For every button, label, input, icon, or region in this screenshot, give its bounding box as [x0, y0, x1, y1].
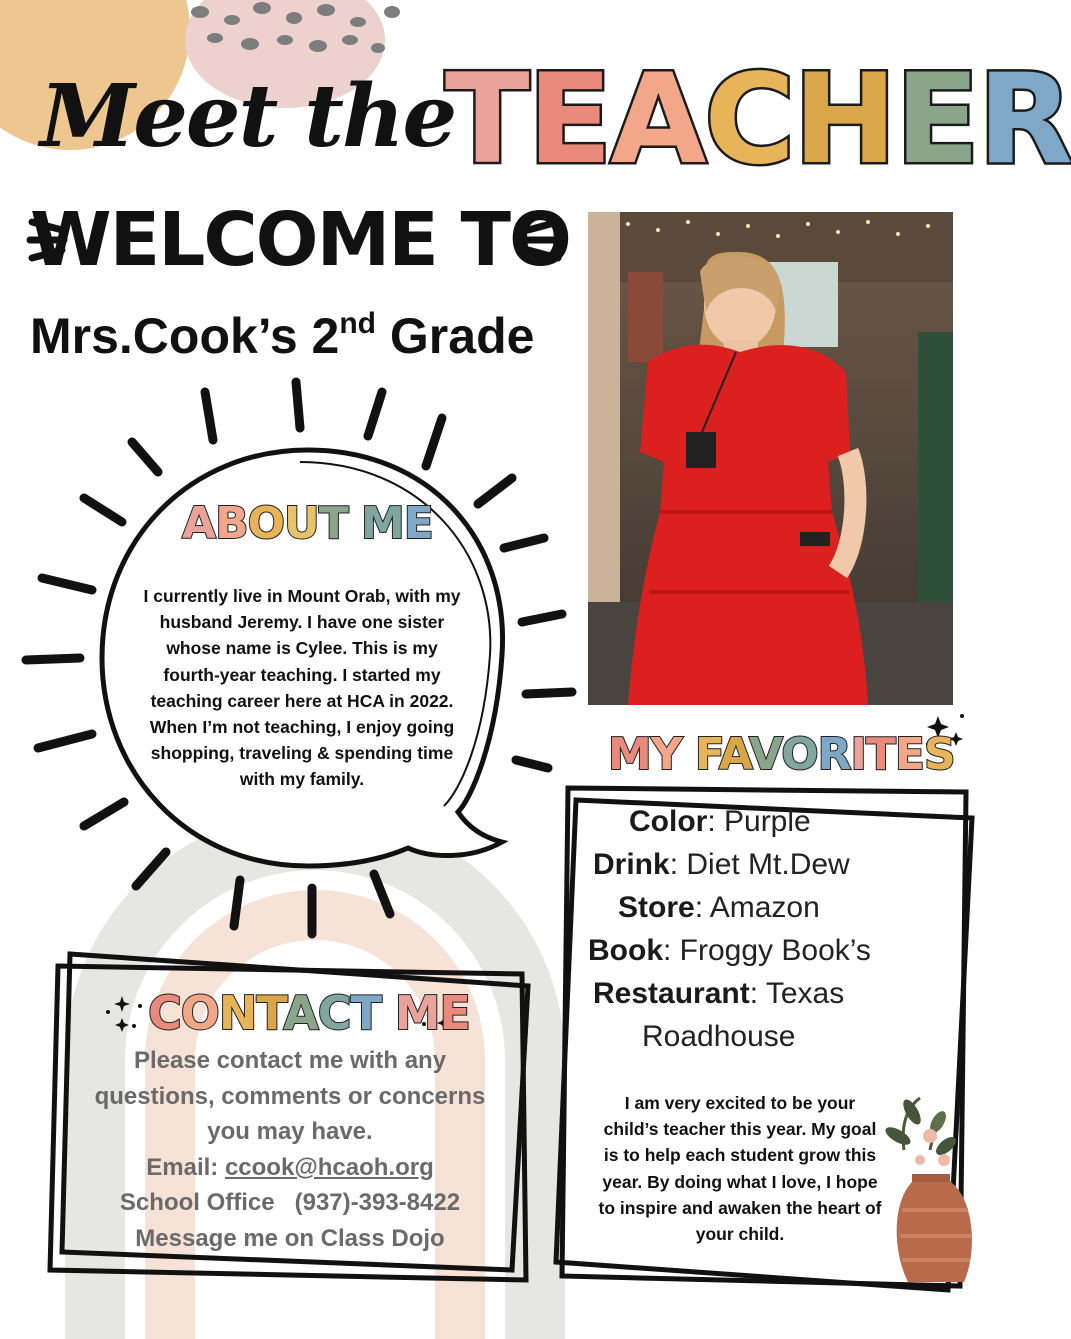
about-title-letter: O [247, 498, 285, 549]
class-name-superscript: nd [339, 307, 377, 340]
about-line: I currently live in Mount Orab, with my [143, 586, 461, 606]
about-line: with my family. [239, 769, 365, 790]
teacher-title-letter: H [793, 48, 896, 192]
contact-title-letter: T [350, 986, 381, 1040]
teacher-title-letter: R [977, 48, 1071, 192]
favorite-item [580, 972, 960, 1015]
favorites-title-letter: E [894, 729, 924, 780]
teacher-title-letter: E [895, 48, 978, 192]
about-line: When I’m not teaching, I enjoy going [149, 717, 455, 738]
contact-title-letter: O [180, 986, 219, 1040]
favorite-label: Book [588, 934, 663, 967]
contact-title-letter: T [256, 986, 284, 1040]
class-name-suffix: Grade [376, 308, 535, 364]
contact-me-title [148, 980, 470, 1046]
about-line: whose name is Cylee. This is my [166, 638, 438, 659]
favorites-title-letter: R [817, 729, 851, 780]
class-name-heading [30, 292, 590, 364]
contact-title-letter: C [317, 986, 351, 1040]
contact-intro-line: Please contact me with any [133, 1047, 447, 1074]
about-title-letter: M [360, 498, 404, 549]
goal-note-line: child’s teacher this year. My goal [603, 1119, 877, 1140]
teacher-photo [588, 212, 953, 705]
email-link[interactable]: ccook@hcaoh.org [224, 1153, 434, 1181]
favorites-title-letter: I [850, 729, 866, 780]
contact-title-letter: N [218, 986, 257, 1040]
favorite-item [580, 843, 960, 886]
about-title-letter: E [403, 498, 433, 549]
favorites-title-letter: S [923, 729, 955, 780]
about-line: shopping, traveling & spending time [150, 743, 454, 764]
about-line: teaching career here at HCA in 2022. [150, 690, 454, 711]
email-label: Email: [146, 1153, 225, 1181]
favorite-item [580, 800, 960, 843]
teacher-title-letter: E [527, 48, 611, 192]
contact-intro-line: you may have. [207, 1118, 373, 1146]
favorites-title-letter: V [748, 729, 782, 780]
favorite-label: Restaurant [593, 977, 750, 1010]
favorite-item [580, 1015, 960, 1058]
favorite-item [580, 929, 960, 972]
favorites-title-letter: F [694, 729, 719, 780]
favorites-list [580, 800, 960, 1060]
favorite-value: : Froggy Book’s [663, 934, 871, 967]
about-title-letter: B [215, 498, 248, 549]
favorite-value: : Amazon [694, 891, 820, 924]
class-name-text: Mrs.Cook’s 2 [30, 308, 340, 364]
contact-intro-line: questions, comments or concerns [94, 1082, 486, 1110]
goal-note-line: your child. [695, 1224, 785, 1245]
favorite-value: : Purple [707, 805, 811, 838]
class-dojo-note: Message me on Class Dojo [135, 1224, 445, 1252]
favorite-value: Roadhouse [642, 1020, 796, 1053]
contact-text [80, 1043, 500, 1258]
favorite-label: Drink [593, 848, 670, 881]
favorites-title-letter: T [865, 729, 895, 780]
contact-title-letter: E [439, 986, 470, 1040]
teacher-title-letter: T [445, 48, 528, 192]
about-title-letter: A [182, 498, 216, 549]
goal-note-line: is to help each student grow this [603, 1145, 877, 1166]
favorites-title-letter: Y [650, 729, 682, 780]
my-favorites-title [608, 724, 955, 786]
school-office-phone: School Office (937)-393-8422 [119, 1189, 461, 1217]
teacher-title-letter: C [704, 48, 794, 192]
welcome-heading: WELCOME TO [30, 197, 570, 283]
about-me-text [132, 583, 472, 798]
teacher-title-letter: A [610, 48, 705, 192]
about-line: fourth-year teaching. I started my [163, 664, 441, 685]
favorites-title-letter: M [608, 729, 651, 780]
favorites-title-letter: O [781, 729, 818, 780]
favorite-item [580, 886, 960, 929]
favorite-label: Color [629, 805, 708, 838]
about-me-title [182, 494, 433, 554]
favorites-title-letter: A [718, 729, 749, 780]
contact-title-letter: A [283, 986, 318, 1040]
meet-the-script-title: Meet the [40, 66, 456, 167]
favorite-value: : Texas [749, 977, 845, 1010]
favorite-label: Store [618, 891, 695, 924]
contact-intro [80, 1043, 500, 1150]
contact-title-letter: C [148, 986, 181, 1040]
about-line: husband Jeremy. I have one sister [159, 612, 445, 633]
email-line [80, 1150, 500, 1186]
about-title-letter: U [284, 498, 319, 549]
teacher-goal-note [590, 1090, 890, 1250]
about-title-letter: T [318, 498, 348, 549]
favorite-value: : Diet Mt.Dew [669, 848, 850, 881]
teacher-title [445, 50, 1071, 190]
goal-note-line: year. By doing what I love, I hope [602, 1171, 878, 1192]
goal-note-line: I am very excited to be your [624, 1093, 856, 1113]
goal-note-line: to inspire and awaken the heart of [598, 1197, 882, 1218]
contact-title-letter: M [394, 986, 440, 1040]
